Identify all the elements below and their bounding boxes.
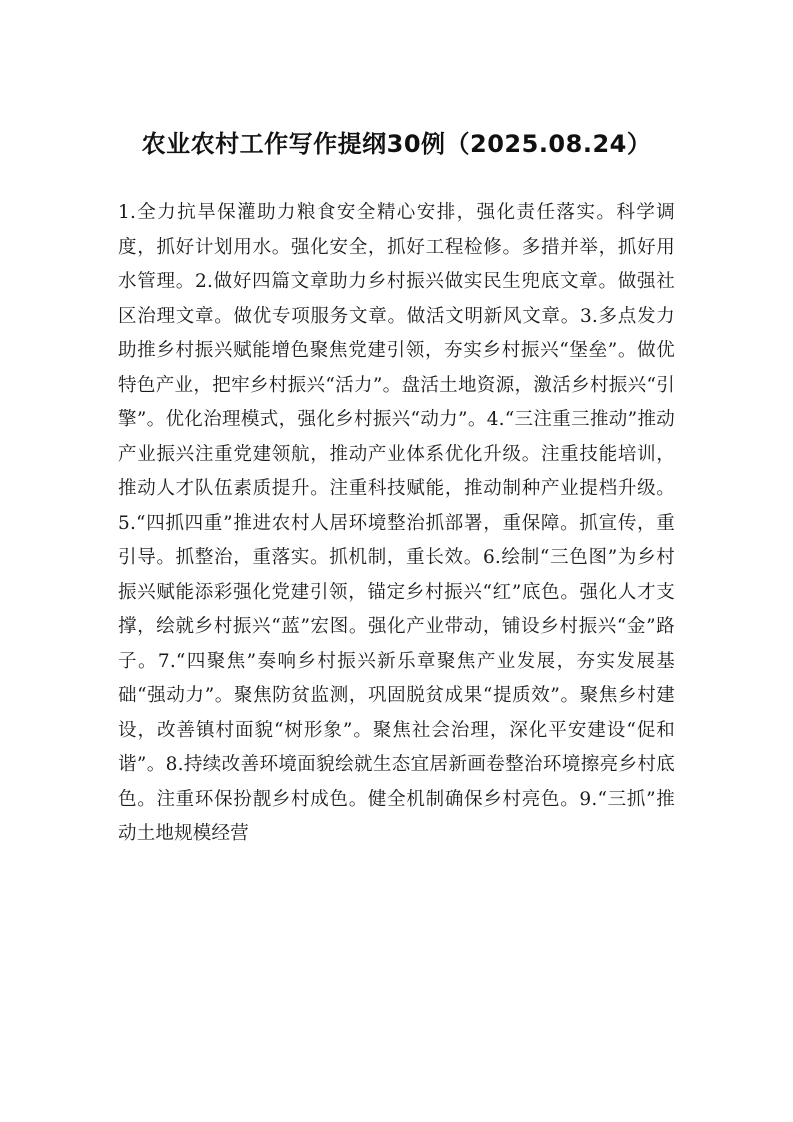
document-body-text: 1.全力抗旱保灌助力粮食安全精心安排，强化责任落实。科学调度，抓好计划用水。强化安全，抓好工程检修。多措并举，抓好用水管理。2.做好四篇文章助力乡村振兴做实民生兜底文章。做强社区治理文章。做优专项服务文章。做活文明新风文章。3.多点发力助推乡村振兴赋能增色聚焦党建引领，夯实乡村振兴“堡垒”。做优特色产业，把牢乡村振兴“活力”。盘活土地资源，激活乡村振兴“引擎”。优化治理模式，强化乡村振兴“动力”。4.“三注重三推动”推动产业振兴注重党建领航，推动产业体系优化升级。注重技能培训，推动人才队伍素质提升。注重科技赋能，推动制种产业提档升级。5.“四抓四重”推进农村人居环境整治抓部署，重保障。抓宣传，重引导。抓整治，重落实。抓机制，重长效。6.绘制“三色图”为乡村振兴赋能添彩强化党建引领，锚定乡村振兴“红”底色。强化人才支撑，绘就乡村振兴“蓝”宏图。强化产业带动，铺设乡村振兴“金”路子。7.“四聚焦”奏响乡村振兴新乐章聚焦产业发展，夯实发展基础“强动力”。聚焦防贫监测，巩固脱贫成果“提质效”。聚焦乡村建设，改善镇村面貌“树形象”。聚焦社会治理，深化平安建设“促和谐”。8.持续改善环境面貌绘就生态宜居新画卷整治环境擦亮乡村底色。注重环保扮靓乡村成色。健全机制确保乡村亮色。9.“三抓”推动土地规模经营: [118, 202, 675, 844]
document-title: 农业农村工作写作提纲30例（2025.08.24）: [141, 130, 652, 158]
